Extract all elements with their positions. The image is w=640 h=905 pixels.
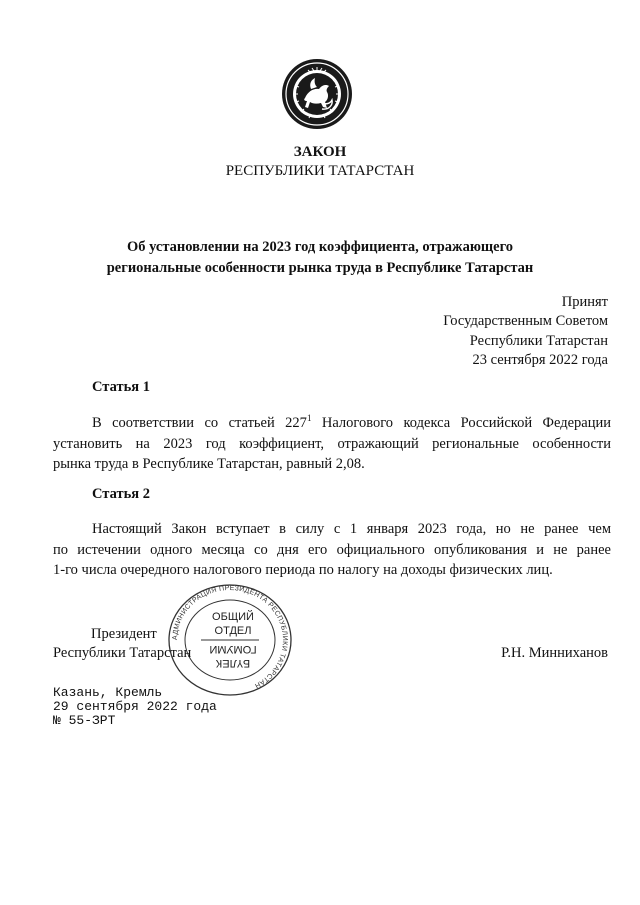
law-heading-line-2: региональные особенности рынка труда в Республике Татарстан [106,260,534,276]
law-heading [60,237,580,279]
stamp-line-1: ОБЩИЙ [212,611,254,623]
article-2-text [53,519,611,581]
law-subtitle: РЕСПУБЛИКИ ТАТАРСТАН [225,163,415,179]
law-title: ЗАКОН [293,144,347,160]
stamp-ring-text: АДМИНИСТРАЦИЯ ПРЕЗИДЕНТА РЕСПУБЛИКИ ТАТАРСТАН [171,584,289,689]
article-1-line-1 [53,413,611,434]
adoption-block [443,293,608,370]
signer-title-line-2: Республики Татарстан [53,645,192,661]
stamp-inner-text [201,610,265,668]
article-1-line-1-end: Налогового кодекса Российской Федерации [311,415,611,431]
signer-name: Р.Н. Минниханов [501,645,608,661]
coat-of-arms-icon [281,58,353,130]
article-1-superscript: 1 [306,413,312,423]
adoption-line-1: Принят [561,294,608,310]
article-1-line-1-start: В соответствии со статьей 227 [92,415,307,431]
stamp-line-3: ГОМУМИ [209,643,257,655]
article-1-text [53,413,611,475]
law-heading-line-1: Об установлении на 2023 год коэффициента, отражающего [126,239,514,255]
article-2-line-2: по истечении одного месяца со дня его официального опубликования и не ранее [53,541,611,558]
stamp-line-2: ОТДЕЛ [214,625,252,637]
adoption-date: 23 сентября 2022 года [472,351,608,368]
article-2-line-1: Настоящий Закон вступает в силу с 1 января 2023 года, но не ранее чем [92,521,611,537]
article-2-heading: Статья 2 [92,486,150,502]
article-1-line-3: рынка труда в Республике Татарстан, равный 2,08. [53,456,365,473]
article-1-heading: Статья 1 [92,379,150,395]
article-1-line-2: установить на 2023 год коэффициент, отражающий региональные особенности [53,435,611,452]
footer-place: Казань, Кремль [53,685,163,700]
stamp-line-4: БҮЛЕК [215,657,251,669]
adoption-line-3: Республики Татарстан [469,332,608,349]
footer-date: 29 сентября 2022 года [53,699,217,714]
signer-title-line-1: Президент [91,626,157,642]
adoption-line-2: Государственным Советом [443,313,608,330]
article-2-line-3: 1-го числа очередного налогового периода по налогу на доходы физических лиц. [53,562,553,579]
footer-number: № 55-ЗРТ [53,713,116,728]
